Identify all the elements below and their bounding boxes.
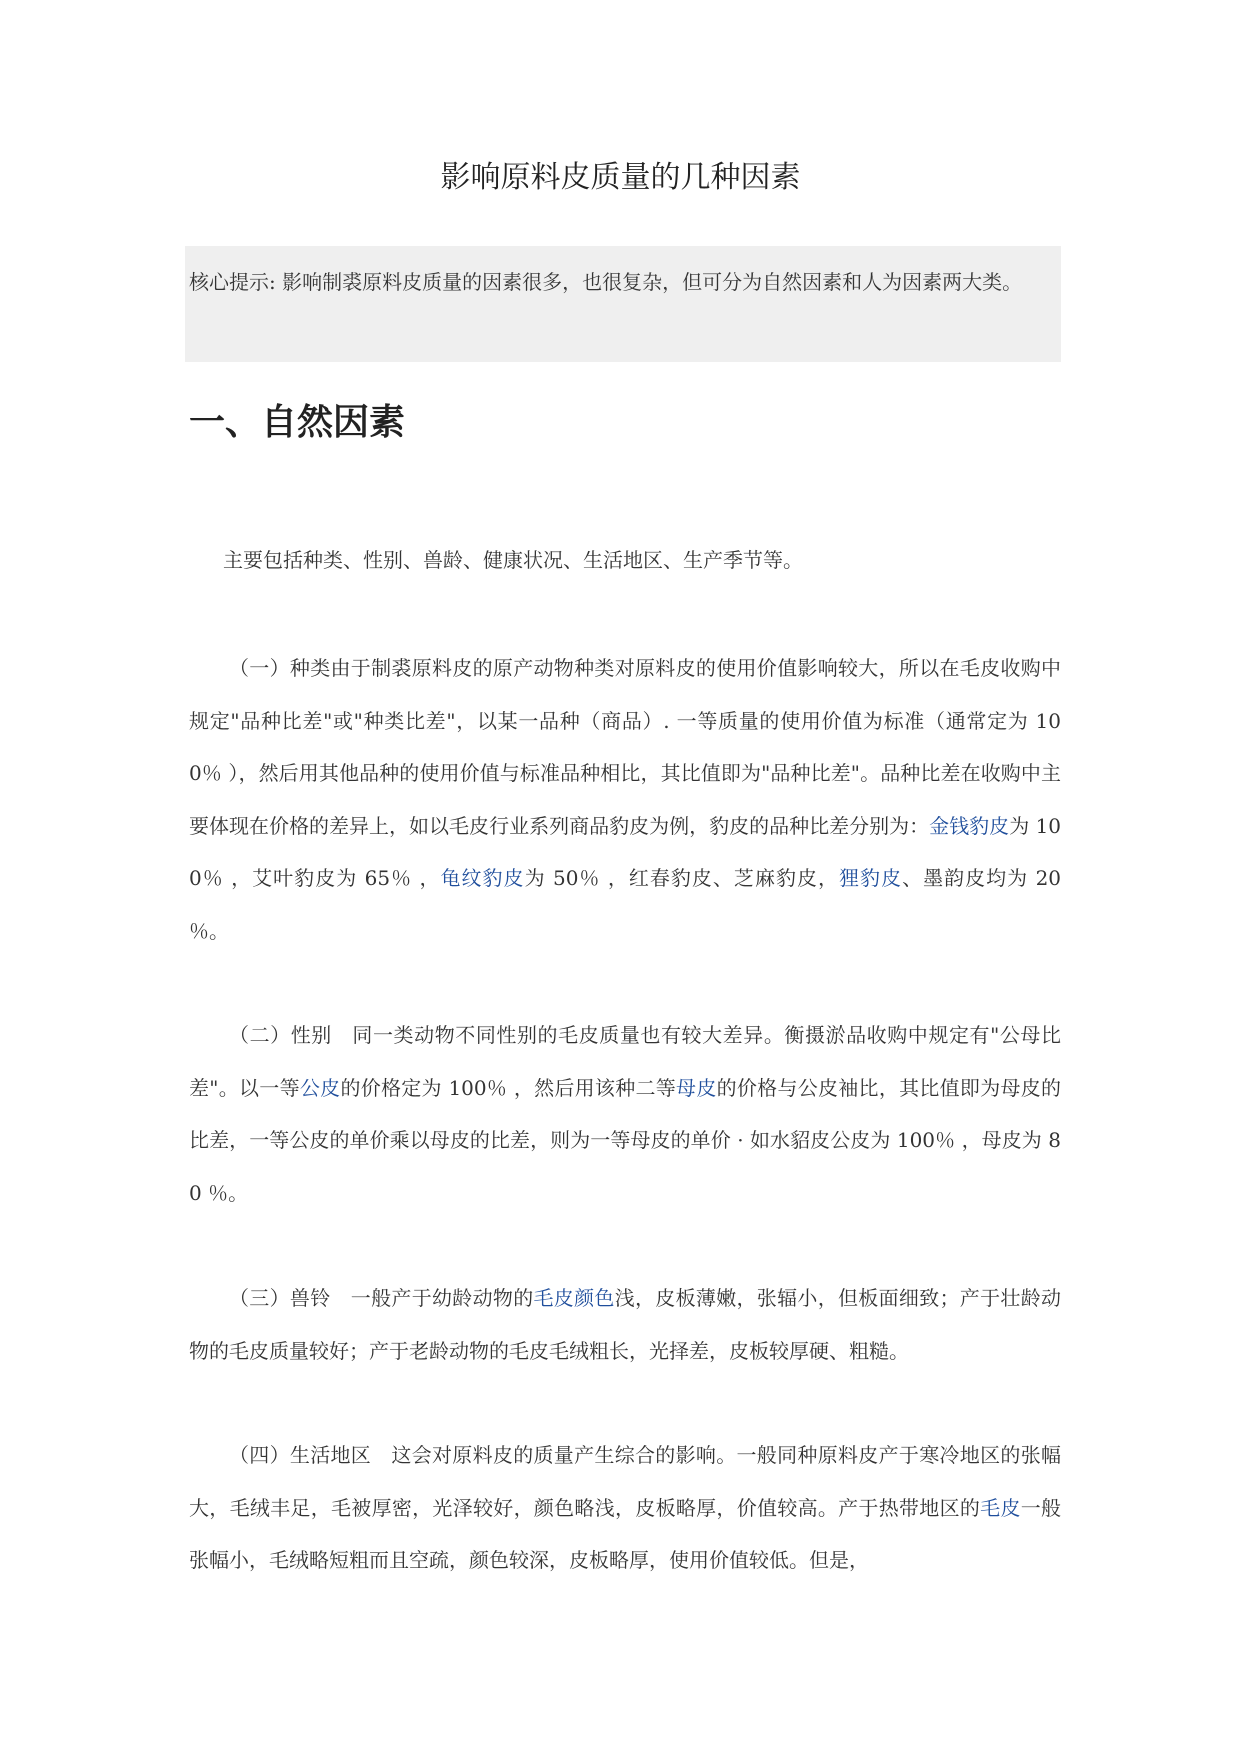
paragraph-text: 一般张幅小，毛绒略短粗而且空疏，颜色较深，皮板略厚，使用价值较低。但是， xyxy=(189,1495,1062,1572)
paragraph-text: （一）种类由于制裘原料皮的原产动物种类对原料皮的使用价值影响较大，所以在毛皮收购中规定"品种比差"或"种类比差"，以某一品种（商品）. 一等质量的使用价值为标准（通常定为 100％ ），然后用其他品种的使用价值与标准品种相比，其比值即为"品种比差"。品种比差在收购中主要体现在价格的差异上，如以毛皮行业系列商品豹皮为例，豹皮的品种比差分别为： xyxy=(189,656,1061,838)
summary-box: 核心提示: 影响制裘原料皮质量的因素很多，也很复杂，但可分为自然因素和人为因素两大类。 xyxy=(185,246,1061,362)
keyword-link[interactable]: 龟纹豹皮 xyxy=(440,866,525,890)
paragraph-text: 为 100％ ，艾叶豹皮为 65％ ， xyxy=(189,813,1062,890)
keyword-link[interactable]: 狸豹皮 xyxy=(839,866,903,890)
intro-paragraph: 主要包括种类、性别、兽龄、健康状况、生活地区、生产季节等。 xyxy=(223,548,803,572)
keyword-link[interactable]: 公皮 xyxy=(299,1075,341,1100)
paragraph-text: 的价格与公皮袖比，其比值即为母皮的比差，一等公皮的单价乘以母皮的比差，则为一等母皮的单价 · 如水貂皮公皮为 100％ ，母皮为 80 ％。 xyxy=(189,1075,1062,1205)
paragraph-species xyxy=(189,642,1061,957)
paragraph-text: （二）性别 同一类动物不同性别的毛皮质量也有较大差异。衡摄淤品收购中规定有"公母比差"。以一等 xyxy=(189,1023,1061,1100)
paragraph-age xyxy=(189,1272,1061,1377)
paragraph-gender xyxy=(189,1009,1061,1219)
keyword-link[interactable]: 母皮 xyxy=(676,1075,717,1100)
paragraph-text: 、墨韵皮均为 20 ％。 xyxy=(189,866,1062,943)
keyword-link[interactable]: 金钱豹皮 xyxy=(929,813,1010,838)
paragraph-text: 为 50％ ，红春豹皮、芝麻豹皮， xyxy=(524,866,840,890)
paragraph-text: （三）兽铃 一般产于幼龄动物的 xyxy=(229,1286,534,1310)
keyword-link[interactable]: 毛皮颜色 xyxy=(533,1286,615,1310)
paragraph-text: 的价格定为 100％ ，然后用该种二等 xyxy=(340,1075,677,1100)
paragraph-text: （四）生活地区 这会对原料皮的质量产生综合的影响。一般同种原料皮产于寒冷地区的张幅大，毛绒丰足，毛被厚密，光泽较好，颜色略浅，皮板略厚，价值较高。产于热带地区的 xyxy=(189,1443,1061,1520)
keyword-link[interactable]: 毛皮 xyxy=(980,1495,1021,1520)
section-heading: 一、自然因素 xyxy=(189,402,406,443)
paragraph-region xyxy=(189,1429,1061,1587)
paragraph-text: 浅，皮板薄嫩，张辐小，但板面细致；产于壮龄动物的毛皮质量较好；产于老龄动物的毛皮毛绒粗长，光择差，皮板较厚硬、粗糙。 xyxy=(189,1286,1062,1363)
document-title: 影响原料皮质量的几种因素 xyxy=(440,160,801,195)
